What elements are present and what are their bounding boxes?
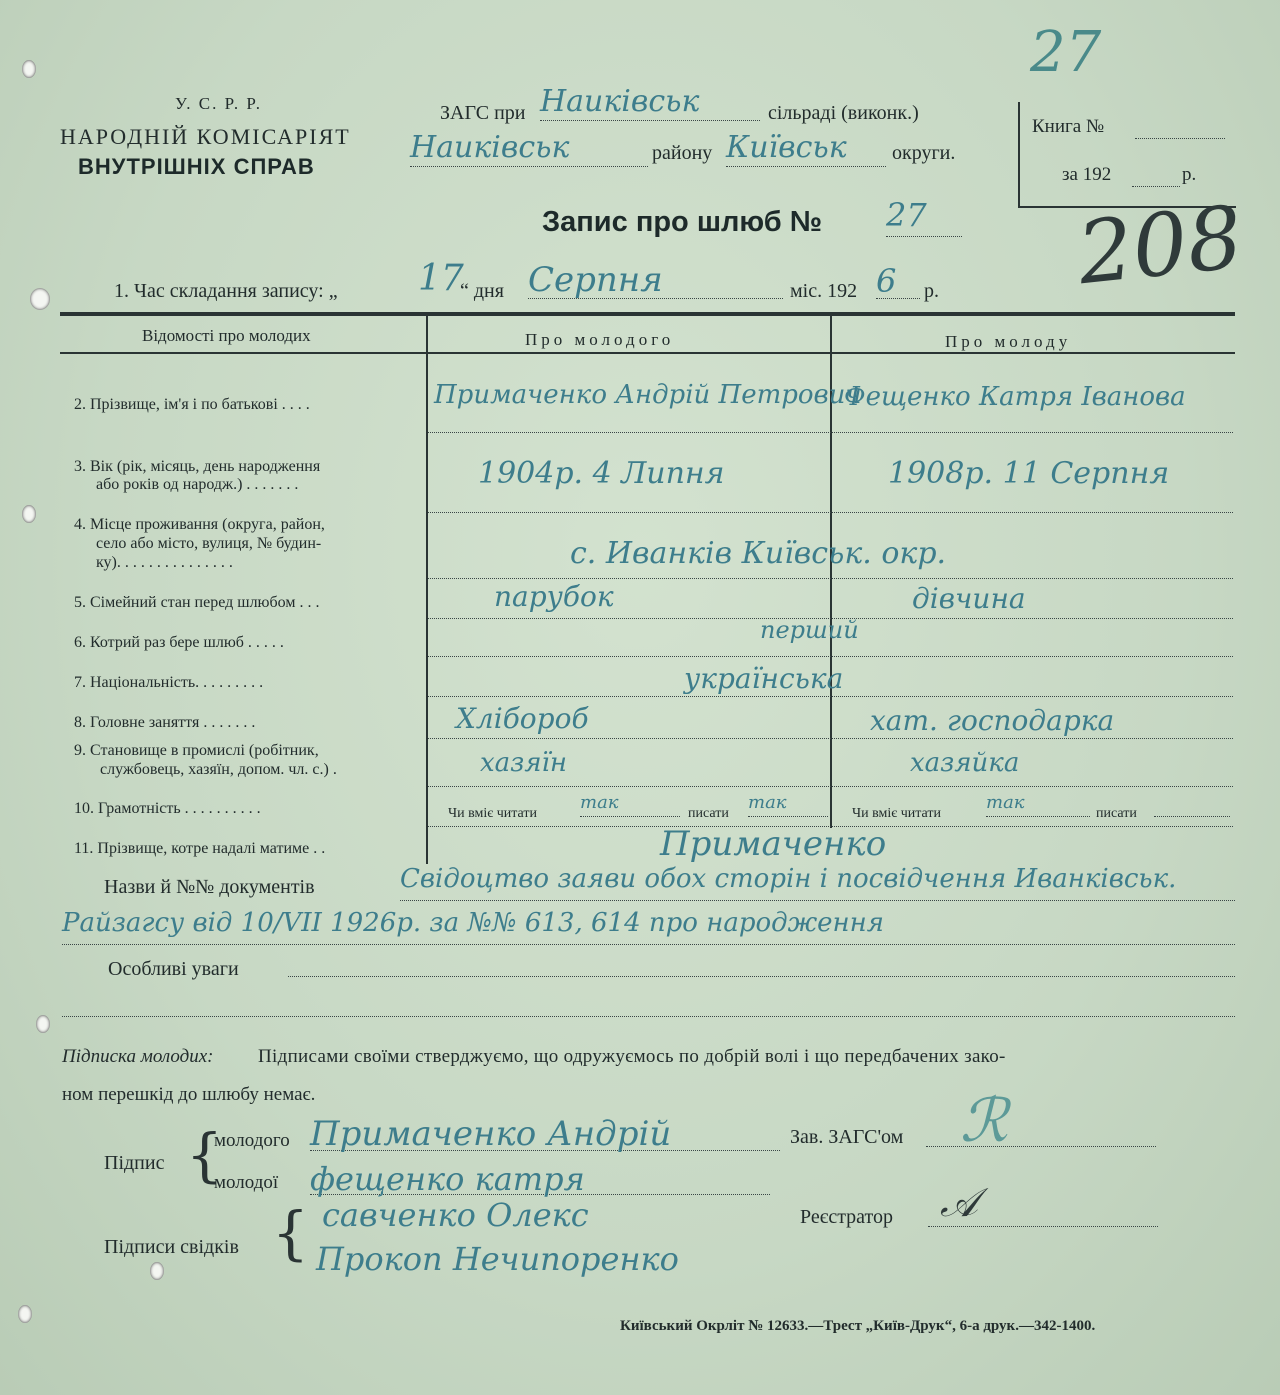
row2-label: 2. Прізвище, ім'я і по батькові . . . .: [74, 396, 310, 413]
row2-groom: Примаченко Андрій Петрович: [434, 380, 862, 410]
bride-sig-label: молодої: [214, 1172, 279, 1193]
row5-bride: дівчина: [912, 582, 1026, 615]
punch-hole: [22, 60, 36, 78]
groom-sig-label: молодого: [214, 1130, 290, 1151]
row5-label: 5. Сімейний стан перед шлюбом . . .: [74, 594, 320, 611]
ussr-label: У. С. Р. Р.: [175, 94, 263, 113]
bride-read-value: так: [986, 792, 1090, 817]
documents-line2: Райзагсу від 10/VII 1926р. за №№ 613, 614 про народження: [62, 908, 1235, 945]
witness1-signature: савченко Олекс: [322, 1196, 589, 1234]
registrar-line: [928, 1226, 1158, 1227]
registrar-signature: 𝒜: [940, 1180, 978, 1226]
row7-label: 7. Національність. . . . . . . . .: [74, 674, 264, 691]
row3-bride: 1908р. 11 Серпня: [888, 456, 1170, 491]
groom-write-label: писати: [688, 806, 729, 821]
punch-hole: [150, 1262, 164, 1280]
row-separator: [428, 696, 1233, 697]
declaration-text2: ном перешкід до шлюбу немає.: [62, 1084, 316, 1105]
documents-label: Назви й №№ документів: [104, 876, 315, 898]
row-separator: [428, 656, 1233, 657]
pidpys-label: Підпис: [104, 1152, 165, 1174]
bride-read-label: Чи вміє читати: [852, 806, 942, 821]
col-groom-header: Про молодого: [525, 330, 675, 349]
registrar-label: Реєстратор: [800, 1206, 894, 1228]
kniga-label: Книга №: [1032, 116, 1105, 137]
remarks-line-2: [62, 1016, 1235, 1017]
row-separator: [428, 786, 1233, 787]
row1-year: 6: [876, 262, 920, 299]
row4-label2: село або місто, вулиця, № будин-: [96, 535, 322, 552]
remarks-line: [288, 976, 1235, 977]
row4-common: с. Иванків Київськ. окр.: [570, 536, 947, 571]
row3-label2: або років од народж.) . . . . . . .: [96, 476, 299, 493]
row6-common: перший: [760, 616, 859, 644]
row4-label: 4. Місце проживання (округа, район,: [74, 516, 325, 533]
row1-label: 1. Час складання запису: „: [114, 280, 338, 302]
groom-write-value: так: [748, 792, 828, 817]
row9-label2: службовець, хазяїн, допом. чл. с.) .: [100, 761, 337, 778]
row8-label: 8. Головне заняття . . . . . . .: [74, 714, 256, 731]
row10-label: 10. Грамотність . . . . . . . . . .: [74, 800, 261, 817]
row4-label3: ку). . . . . . . . . . . . . . .: [96, 554, 233, 571]
row1-day: 17: [418, 258, 464, 299]
row-separator: [428, 738, 1233, 739]
zags-value: Наиківськ: [540, 84, 760, 121]
record-title: Запис про шлюб №: [542, 206, 823, 238]
bride-signature: фещенко катря: [310, 1160, 770, 1195]
zav-zags-signature: ℛ: [960, 1086, 1008, 1156]
groom-signature: Примаченко Андрій: [310, 1114, 780, 1151]
table-header-rule: [60, 352, 1235, 354]
okruga-label: округи.: [892, 142, 956, 164]
bride-write-label: писати: [1096, 806, 1137, 821]
row-separator: [428, 578, 1233, 579]
declaration-lead: Підписка молодих:: [62, 1046, 214, 1067]
raion-value: Наиківськ: [410, 130, 648, 167]
row9-bride: хазяйка: [910, 748, 1020, 778]
punch-hole: [36, 1015, 50, 1033]
okruga-value: Київськ: [726, 130, 886, 167]
footer-print: Київський Окрліт № 12633.—Трест „Київ-Друк“, 6-а друк.—342-1400.: [620, 1318, 1096, 1334]
groom-read-label: Чи вміє читати: [448, 806, 538, 821]
row-separator: [428, 432, 1233, 433]
declaration-text1: Підписами своїми стверджуємо, що одружуємось по добрій волі і що передбачених зако-: [258, 1046, 1006, 1067]
row1-month: Серпня: [528, 260, 783, 299]
witness-label: Підписи свідків: [104, 1236, 239, 1258]
row11-common: Примаченко: [660, 824, 887, 864]
row3-groom: 1904р. 4 Липня: [478, 456, 725, 491]
row2-bride: Фещенко Катря Іванова: [844, 382, 1186, 412]
kniga-field: [1135, 120, 1225, 139]
row3-label: 3. Вік (рік, місяць, день народження: [74, 458, 321, 475]
row1-mis: міс. 192: [790, 280, 858, 302]
witness-brace: {: [272, 1199, 309, 1267]
row9-groom: хазяїн: [480, 748, 568, 778]
row1-dnya: “ дня: [460, 280, 504, 302]
signature-brace: {: [186, 1121, 223, 1189]
row9-label: 9. Становище в промислі (робітник,: [74, 742, 319, 759]
punch-hole: [30, 288, 50, 310]
raion-label: району: [652, 142, 713, 164]
row8-bride: хат. господарка: [870, 704, 1115, 737]
witness2-signature: Прокоп Нечипоренко: [316, 1240, 679, 1278]
commissariat-label: НАРОДНІЙ КОМІСАРІЯТ: [60, 124, 351, 149]
ministry-label: ВНУТРІШНІХ СПРАВ: [78, 154, 315, 179]
documents-line1: Свідоцтво заяви обох сторін і посвідчення Иванківськ.: [400, 864, 1235, 901]
punch-hole: [18, 1305, 32, 1323]
zags-label: ЗАГС при: [440, 102, 526, 124]
table-top-rule: [60, 312, 1235, 316]
silradi-label: сільраді (виконк.): [768, 102, 919, 124]
table-col-divider: [426, 316, 428, 864]
col-info-header: Відомості про молодих: [142, 326, 311, 345]
row7-common: українська: [684, 662, 844, 695]
year-field: [1132, 168, 1180, 187]
row1-r: р.: [924, 280, 939, 302]
stamp-number: 208: [1073, 187, 1247, 305]
col-bride-header: Про молоду: [945, 332, 1072, 351]
row-separator: [428, 512, 1233, 513]
row11-label: 11. Прізвище, котре надалі матиме . .: [74, 840, 326, 857]
zav-zags-label: Зав. ЗАГС'ом: [790, 1126, 904, 1148]
groom-read-value: так: [580, 792, 680, 817]
row5-groom: парубок: [494, 580, 614, 613]
year-suffix: р.: [1182, 164, 1197, 185]
row6-label: 6. Котрий раз бере шлюб . . . . .: [74, 634, 284, 651]
row8-groom: Хлібороб: [456, 702, 589, 735]
punch-hole: [22, 505, 36, 523]
bride-write-value: [1154, 792, 1230, 817]
remarks-label: Особливі уваги: [108, 958, 239, 980]
za-label: за 192: [1062, 164, 1112, 185]
corner-number: 27: [1030, 20, 1102, 85]
record-number: 27: [886, 196, 962, 237]
